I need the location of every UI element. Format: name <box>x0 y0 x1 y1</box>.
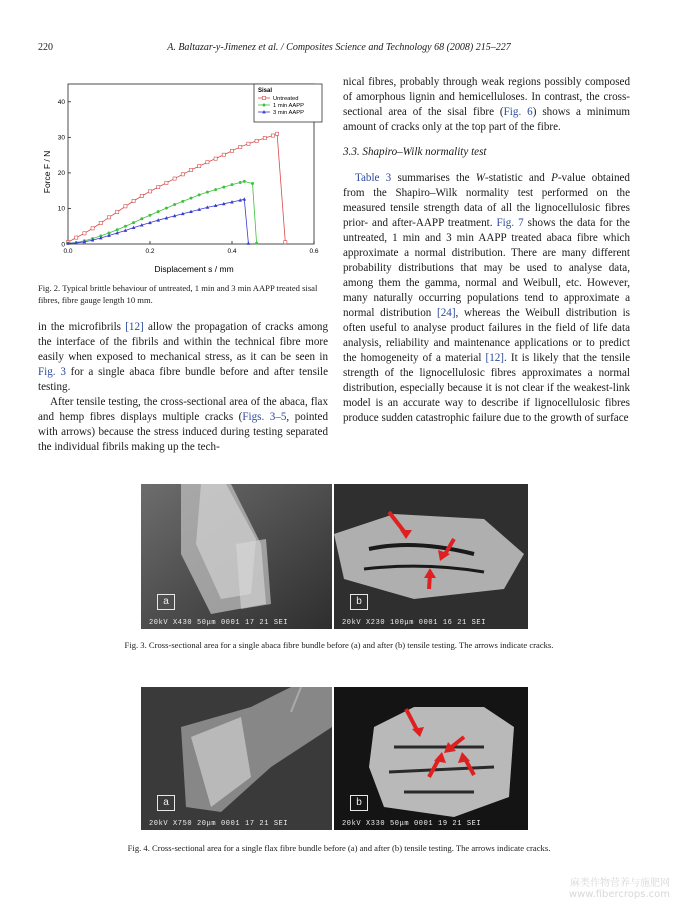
watermark-line2: www.fibercrops.com <box>568 889 670 900</box>
right-paragraph-0: nical fibres, probably through weak regions possibly composed of amorphous lignin and hemicelluloses. In contrast, the cross-sectional area of the sisal fibre (Fig. 6) shows a minimum amount of cracks only at the top part of the fibre. <box>343 76 630 133</box>
data-point <box>263 136 266 139</box>
data-point <box>173 203 176 206</box>
data-point <box>99 221 102 224</box>
fig3-caption: Fig. 3. Cross-sectional area for a single abaca fibre bundle before (a) and after (b) tensile testing. The arrows indicate cracks. <box>124 640 554 650</box>
right-column <box>343 75 630 426</box>
data-point <box>263 104 266 107</box>
fig2-caption: Fig. 2. Typical brittle behaviour of untreated, 1 min and 3 min AAPP treated sisal fibres, fibre gauge length 10 mm. <box>38 283 318 305</box>
right-paragraph-1: Table 3 summarises the W-statistic and P-value obtained from the Shapiro–Wilk normality test performed on the measured tensile strength data of all the lignocellulosic fibres prior- and after-AAPP treatment. Fig. 7 shows the data for the untreated, 1 min and 3 min AAPP treated abaca fibre which approximate a normal distribution. There are many different probability distributions that may be used to analyse data, among them the gamma, normal and Weibull, etc. However, many naturally occurring populations tend to approximate a normal distribution [24], whereas the Weibull distribution is often useful to analyse product failures in the field of life data analysis, reliability and maintenance applications or to predict the homogeneity of a material [12]. It is likely that the tensile strength of the lignocellulosic fibres approximates a normal distribution, especially because it is not clear if the weakest-link model is an accurate way to describe if lignocellulosic fibres produce sudden catastrophic failure due to the growth of surface <box>343 172 630 424</box>
fig3-image-a <box>141 484 332 629</box>
fig4-label-b: b <box>350 795 368 811</box>
data-point <box>181 173 184 176</box>
chart-series <box>66 132 287 245</box>
y-tick-label: 40 <box>57 99 65 107</box>
data-point <box>140 217 143 220</box>
data-point <box>255 242 258 245</box>
watermark-line1: 麻类作物营养与施肥网 <box>570 878 670 889</box>
y-tick-label: 30 <box>57 134 65 142</box>
data-point <box>239 181 242 184</box>
section-heading: 3.3. Shapiro–Wilk normality test <box>343 146 487 158</box>
fig3-link[interactable]: Fig. 3 <box>38 366 66 378</box>
data-point <box>243 180 246 183</box>
chart-legend <box>254 84 322 122</box>
data-point <box>140 194 143 197</box>
data-point <box>132 199 135 202</box>
fig4-image-b <box>334 687 528 830</box>
page-header <box>38 42 640 56</box>
fig4-databar-b: 20kV X330 50μm 0001 19 21 SEI <box>342 820 482 828</box>
fig4-databar-a: 20kV X750 20μm 0001 17 21 SEI <box>149 820 289 828</box>
data-point <box>222 186 225 189</box>
fig7-link[interactable]: Fig. 7 <box>496 217 524 229</box>
watermark <box>470 874 670 900</box>
data-point <box>124 225 127 228</box>
data-point <box>165 181 168 184</box>
data-point <box>181 200 184 203</box>
fig3-label-b: b <box>350 594 368 610</box>
data-point <box>271 134 274 137</box>
series-1 <box>67 180 259 245</box>
data-point <box>173 177 176 180</box>
legend-label: 1 min AAPP <box>273 103 304 109</box>
page-number: 220 <box>38 42 53 53</box>
fig3-databar-a: 20kV X430 50μm 0001 17 21 SEI <box>149 619 289 627</box>
y-tick-label: 0 <box>61 241 65 249</box>
x-tick-label: 0.4 <box>227 248 237 255</box>
data-point <box>124 205 127 208</box>
running-title: A. Baltazar-y-Jimenez et al. / Composites Science and Technology 68 (2008) 215–227 <box>167 42 511 53</box>
x-tick-label: 0.2 <box>145 248 155 255</box>
data-point <box>231 183 234 186</box>
figs-3-5-link[interactable]: Figs. 3–5 <box>242 411 287 423</box>
data-point <box>247 142 250 145</box>
fig3-label-a: a <box>157 594 175 610</box>
ref-link-12[interactable]: [12] <box>125 321 144 333</box>
chart-ylabel: Force F / N <box>42 150 52 194</box>
data-point <box>262 96 265 99</box>
data-point <box>255 139 258 142</box>
y-tick-label: 10 <box>57 205 65 213</box>
data-point <box>148 190 151 193</box>
data-point <box>230 149 233 152</box>
fig4-caption: Fig. 4. Cross-sectional area for a single flax fibre bundle before (a) and after (b) tensile testing. The arrows indicate cracks. <box>127 843 551 853</box>
data-point <box>165 207 168 210</box>
data-point <box>222 153 225 156</box>
legend-label: Untreated <box>273 96 299 102</box>
data-point <box>251 182 254 185</box>
series-line <box>68 181 257 243</box>
data-point <box>214 188 217 191</box>
data-point <box>198 165 201 168</box>
series-0 <box>66 132 287 244</box>
data-point <box>83 232 86 235</box>
data-point <box>75 236 78 239</box>
data-point <box>214 157 217 160</box>
data-point <box>247 241 251 244</box>
data-point <box>91 227 94 230</box>
data-point <box>239 145 242 148</box>
data-point <box>189 168 192 171</box>
chart-xlabel: Displacement s / mm <box>154 264 234 274</box>
data-point <box>276 132 279 135</box>
left-paragraph-1: in the microfibrils [12] allow the propagation of cracks among the interface of the fibrils and within the technical fibre more easily when exposed to mechanical stress, as it can be seen in Fig. 3 for a single abaca fibre bundle before and after tensile testing. <box>38 321 328 393</box>
fig6-link[interactable]: Fig. 6 <box>503 106 533 118</box>
fig3-databar-b: 20kV X230 100μm 0001 16 21 SEI <box>342 619 487 627</box>
fig4-image-a <box>141 687 332 830</box>
data-point <box>206 161 209 164</box>
data-point <box>243 197 247 200</box>
y-tick-label: 20 <box>57 170 65 178</box>
data-point <box>198 193 201 196</box>
legend-title: Sisal <box>258 88 273 94</box>
legend-items <box>258 96 304 116</box>
data-point <box>116 210 119 213</box>
data-point <box>132 221 135 224</box>
data-point <box>157 210 160 213</box>
fig3-image-b <box>334 484 528 629</box>
x-tick-label: 0.0 <box>63 248 73 255</box>
fig4-label-a: a <box>157 795 175 811</box>
data-point <box>206 191 209 194</box>
ref-link-12b[interactable]: [12] <box>485 352 504 364</box>
data-point <box>149 214 152 217</box>
x-tick-label: 0.6 <box>309 248 319 255</box>
series-2 <box>66 197 250 244</box>
data-point <box>190 197 193 200</box>
legend-label: 3 min AAPP <box>273 110 304 116</box>
data-point <box>116 228 119 231</box>
left-column <box>38 320 328 455</box>
left-paragraph-2: After tensile testing, the cross-sectional area of the abaca, flax and hemp fibres displays multiple cracks (Figs. 3–5, pointed with arrows) because the stress induced during testing separated the individual fibrils making up the tech- <box>38 396 328 453</box>
table3-link[interactable]: Table 3 <box>355 172 392 184</box>
ref-link-24[interactable]: [24] <box>437 307 456 319</box>
data-point <box>107 216 110 219</box>
data-point <box>157 186 160 189</box>
data-point <box>284 241 287 244</box>
fig2-chart <box>36 76 328 276</box>
